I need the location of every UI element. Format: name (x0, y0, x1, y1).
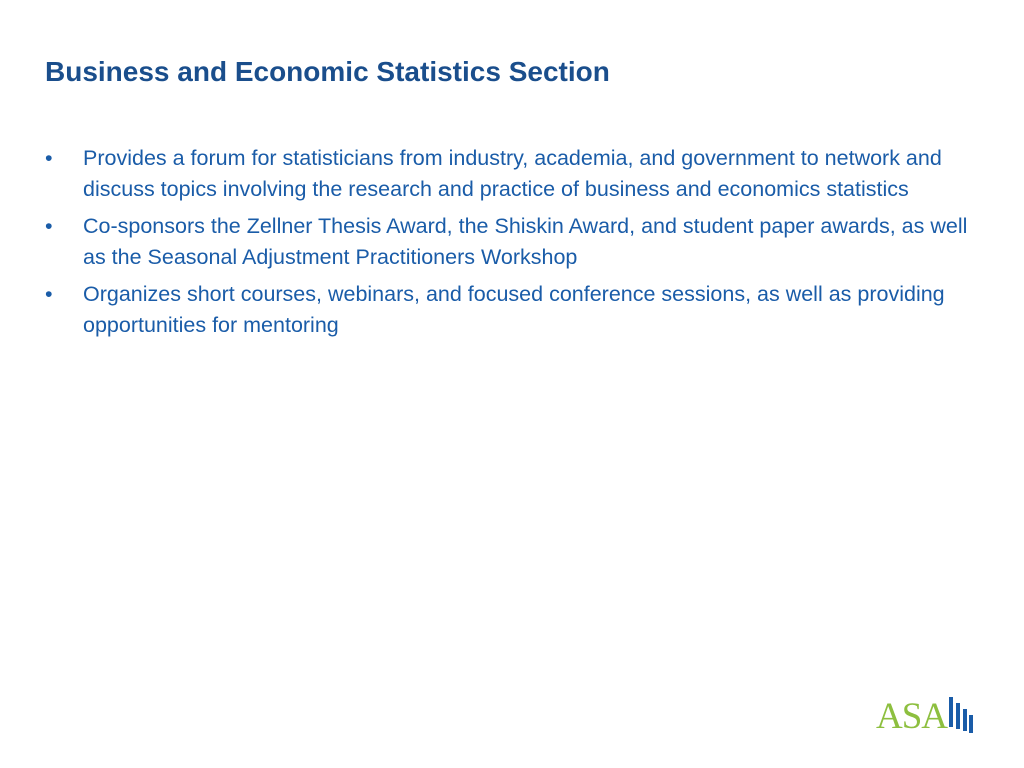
asa-logo (876, 695, 976, 739)
bullet-marker: • (45, 214, 53, 238)
bullet-text: Provides a forum for statisticians from industry, academia, and government to network and discuss topics involving the research and practice of business and economics statistics (83, 146, 942, 201)
logo-text: ASA (876, 696, 948, 737)
bullet-text: Organizes short courses, webinars, and focused conference sessions, as well as providing opportunities for mentoring (83, 282, 945, 337)
bullet-item (45, 143, 995, 204)
asa-bars-icon (948, 697, 974, 735)
slide-title: Business and Economic Statistics Section (45, 56, 610, 87)
bullet-item (45, 211, 995, 272)
bullet-text: Co-sponsors the Zellner Thesis Award, the Shiskin Award, and student paper awards, as well as the Seasonal Adjustment Practitioners Workshop (83, 214, 968, 269)
bullet-item (45, 279, 995, 340)
bullet-marker: • (45, 282, 53, 306)
bullet-list (45, 143, 995, 347)
bullet-marker: • (45, 146, 53, 170)
